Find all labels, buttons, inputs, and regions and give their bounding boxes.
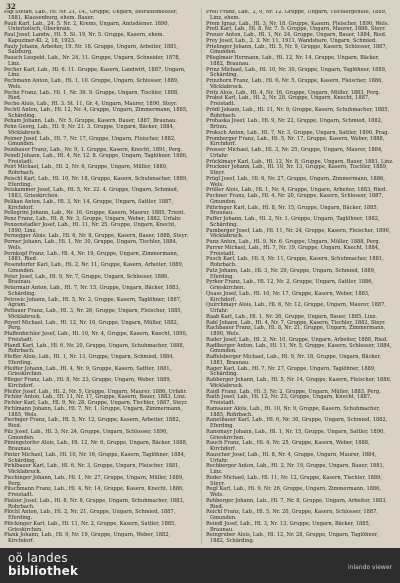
directory-entry: Pichlmann Johann, Lab., Hl. 7, Nr. 1, Gruppe, Ungarn, Zimmermann, 1885, Wels. [4,405,183,418]
directory-entry: Pilz Josef, Lab., Hl. 3, Nr. 24, Gruppe, Ungarn, Schlosser, 1890, Gmunden. [4,428,168,441]
right-column [206,10,394,544]
directory-entry: Prielinger Johann, Lab., Hl. 5, Nr. 9, Gruppe, Kasern, Schlosser, 1887, Gmunden. [206,43,388,56]
directory-entry: Pieringer Franz, Lab., Hl. 5, Nr. 12, Gruppe, Kasern, Arbeiter, 1882, Ried. [4,417,181,429]
directory-entry: Promberger Franz, Lab., Hl. 5, Nr. 17, Gruppe, Kasern, Weber, 1888, Kirchdorf. [206,135,385,148]
directory-entry: Ranetbauer Karl, Lab., Hl. 6, Nr. 30, Gruppe, Ungarn, Schmied, 1882, Eferding. [206,417,388,429]
logo-text-line2: bibliothek [8,564,79,578]
directory-entry: Peindl Johann, Lab., Hl. 4, Nr. 12. 8. Gruppe, Ungarn, Taglöhner, 1886, Freistadt. [4,152,188,165]
directory-entry: Pfeiffer Johann, Lab., Hl. 4, Nr. 9, Gruppe, Kasern, Sattler, 1881, Grieskirchen. [4,365,172,378]
directory-entry: Preuer Anton, Lab., Hl. 1, Nr. 24, Gruppe, Ungarn, Bauer, 1884, Ried. [206,32,387,38]
directory-entry: Quirchmayr Alois, Lab., Hl. 6, Nr. 12, Gruppe, Ungarn, Maurer, 1887, Urfahr. [206,302,386,314]
directory-entry: Raidl Franz, Lab., Hl. 3, Nr. 2, Gruppe, Ungarn, Müller, 1883, Perg. [206,388,381,395]
directory-entry: Prosser Michael, Lab., Hl. 3, Nr. 25, Gruppe, Ungarn, Maurer, 1884, Urfahr. [206,147,383,159]
page-number: 32 [6,2,16,11]
directory-entry: Pernkopf Franz, Lab., Hl. 4, Nr. 19, Gruppe, Ungarn, Zimmermann, 1881, Ried. [4,250,179,263]
directory-entry: Rader Josef, Lab., Hl. 2, Nr. 10, Gruppe, Ungarn, Arbeiter, 1888, Ried. [206,336,388,343]
directory-entry: Peyerl Michael, Lab., Hl. 12, Nr. 10, Gruppe, Ungarn, Müller, 1882, Perg. [4,319,179,332]
directory-entry: Pap Stefan, Lab., Hl. Nr. 21, 14., Gruppe, Ungarn, Betriebsmeister, 1881, Klausenburg, ehem. Bauer. [4,10,178,21]
directory-entry: Pausch Leopold, Lab., Nr. 24, 11. Gruppe, Ungarn, Schneider, 1878, Linz. [4,55,181,67]
directory-entry: Ransmayr Johann, Lab., Hl. 1, Nr. 15, Gruppe, Ungarn, Sattler, 1890, Grieskirchen. [206,428,385,441]
directory-entry: Rehberger Johann, Lab., Hl. 7, Nr. 8, Gruppe, Ungarn, Arbeiter, 1883, Ried. [206,497,387,510]
directory-entry: Reichl Franz, Lab., Hl. 5, Nr. 20, Gruppe, Kasern, Schlosser, 1887, Gmunden. [206,509,378,521]
directory-entry: Prinz Michael, Lab., Hl. 10, Nr. 30, Gruppe, Ungarn, Taglöhner, 1889, Schärding. [206,66,387,79]
directory-entry: Petermair Anton, Lab., Hl. 7, Nr. 15, Gruppe, Ungarn, Bäcker, 1883, Schärding. [4,285,181,297]
directory-entry: Pechtl Anton, Lab., Hl. 12, Nr. 4, Gruppe, Ungarn, Zimmermann, 1885, Schärding. [4,106,188,119]
directory-entry: Rabl Johann, Lab., Hl. 4, Nr. 7, Gruppe, Kasern, Tischler, 1882, Steyr. [206,319,386,326]
directory-entry: Pusch Karl, Lab., Hl. 5, Nr. 11, Gruppe, Kasern, Schuhmacher, 1881, Rohrbach. [206,256,384,268]
directory-entry: Prohaska Josef, Lab., Hl. 9, Nr. 22, Gruppe, Ungarn, Schmied, 1882, Brünn. [206,118,383,130]
directory-entry: Pirklbauer Karl, Lab., Hl. 6, Nr. 3, Gruppe, Ungarn, Fleischer, 1881, Vöcklabruck. [4,463,181,475]
directory-entry: Pfleglmair Hermann, Lab., Hl. 12, Nr. 14, Gruppe, Ungarn, Bäcker, 1882, Braunau. [206,55,380,67]
directory-entry: Pettauer Franz, Lab., Hl. 3, Nr. 26, Gruppe, Ungarn, Fleischer, 1885, Vöcklabruck. [4,308,183,320]
directory-entry: Radlberger Anton, Lab., Hl. 11, Nr. 5, Gruppe, Kasern, Schlosser, 1884, Gmunden. [206,342,392,355]
directory-entry: Regl Karl, Lab., Hl. 9, Nr. 26, Gruppe, Ungarn, Zimmermann, 1886, Wels. [206,486,382,498]
directory-entry: Penzenstadler Josef, Lab., Hl. 11, Nr. 25, Gruppe, Ungarn, Knecht, 1890, Linz. [4,221,176,234]
directory-entry: Quass Josef, Lab., Hl. 10, Nr. 17, Gruppe, Kasern, Weber, 1883, Kirchdorf. [206,290,370,303]
library-logo[interactable] [8,552,118,580]
directory-entry: Probst Karl, Lab., Hl. 2, Nr. 28, Gruppe, Ungarn, Knecht, 1887, Freistadt. [206,95,370,107]
directory-entry: Peirl Michael, Lab., Hl. 2, Nr. 6, Gruppe, Ungarn, Müller, 1880, Rohrbach. [4,164,168,176]
directory-entry: Puchner Franz, Lab., Hl. 4, Nr. 20, Gruppe, Kasern, Schlosser, 1887, Gmunden. [206,193,384,205]
directory-entry: Purrer Michael, Lab., Hl. 7, Nr. 19, Gruppe, Ungarn, Knecht, 1884, Freistadt. [206,244,380,257]
directory-entry: Rauscher Josef, Lab., Hl. 8, Nr. 4, Gruppe, Ungarn, Maurer, 1884, Urfahr. [206,451,377,464]
directory-entry: Putz Johann, Lab., Hl. 3, Nr. 29, Gruppe, Ungarn, Schmied, 1889, Eferding. [206,267,376,280]
directory-entry: Pyrker Franz, Lab., Hl. 12, Nr. 2, Gruppe, Ungarn, Sattler, 1886, Grieskirchen. [206,279,374,291]
directory-entry: Pernegger Alois, Lab., Hl. 6, Nr. 8, Gruppe, Kasern, Bauer, 1888, Steyr. [4,233,189,240]
directory-entry: Rager Karl, Lab., Hl. 7, Nr. 27, Gruppe, Ungarn, Taglöhner, 1889, Schärding. [206,365,376,378]
directory-entry: Reder Michael, Lab., Hl. 11, Nr. 12, Gruppe, Kasern, Tischler, 1889, Steyr. [206,474,383,487]
directory-entry: Pfleger Franz, Lab., Hl. 8, Nr. 23, Gruppe, Ungarn, Weber, 1889, Kirchdorf. [4,377,172,389]
directory-entry: Peiskammer Josef, Lab., Hl. 5, Nr. 22. 4. Gruppe, Ungarn, Schmied, 1883, Grieskirchen. [4,187,179,199]
directory-entry: Penz Franz, Lab., Hl. 8, Nr. 3, Gruppe, Ungarn, Weber, 1882, Urfahr. [4,216,182,222]
directory-entry: Pfaffenbichler Josef, Lab., Hl. 10, Nr. 4, Gruppe, Kasern, Knecht, 1890, Freistadt. [4,331,188,343]
directory-entry: Prücklmayr Karl, Lab., Hl. 12, Nr. 8, Gruppe, Ungarn, Bauer, 1881, Linz. [206,158,394,165]
directory-entry: Prüller Alois, Lab., Hl. 1, Nr. 4, Gruppe, Ungarn, Arbeiter, 1883, Ried. [206,187,387,194]
directory-entry: Peischl Karl, Lab., Hl. 10, Nr. 18, Gruppe, Kasern, Schuhmacher, 1889, Eferding. [4,175,188,188]
column-divider [201,8,202,544]
directory-entry: Pesendorfer Karl, Lab., Hl. 2, Nr. 11, Gruppe, Kasern, Arbeiter, 1889, Gmunden. [4,262,184,274]
directory-entry: Prödl Johann, Lab., Hl. 11, Nr. 9, Gruppe, Kasern, Schuhmacher, 1885, Rohrbach. [206,106,390,119]
directory-entry: Pfandl Karl, Lab., Hl. 6, Nr. 20, Gruppe, Ungarn, Schuhmacher, 1888, Rohrbach. [4,342,185,355]
directory-entry: Petrovic Johann, Lab., Hl. 5, Nr. 2, Gruppe, Kasern, Taglöhner, 1887, Agram. [4,296,182,309]
directory-entry: Raffelsberger Michael, Lab., Hl. 9, Nr. 18, Gruppe, Ungarn, Bäcker, 1881, Braunau. [206,354,382,366]
directory-entry: Peham Johann, Lab., Nr. 5, Gruppe, Kasern, Bauer, 1887, Braunau. [4,118,177,125]
directory-entry: Pinter Michael, Lab., Hl. 10, Nr. 16, Gruppe, Kasern, Taglöhner, 1884, Schärding. [4,451,186,464]
directory-entry: Peinbauer Franz, Lab., Nr. 9, 1. Gruppe, Kasern, Knecht, 1891, Perg. [4,147,183,153]
directory-entry: Pichler Anton, Lab., Hl. 11, Nr. 17, Gruppe, Kasern, Bauer, 1883, Linz. [4,394,187,401]
directory-entry: Pumberger Josef, Lab., Hl. 11, Nr. 24, Gruppe, Kasern, Fleischer, 1890, Vöcklabruck. [206,227,391,240]
directory-entry: Pfeifer Josef, Lab., Hl. 2, Nr. 5, Gruppe, Ungarn, Maurer, 1886, Urfahr. [4,388,188,395]
directory-entry: Pauly Johann, Arbeiter, 19. Nr. 18. Gruppe, Ungarn, Arbeiter, 1881, Salzburg. [4,43,179,56]
directory-entry: Prügl Josef, Lab., Hl. 6, Nr. 27, Gruppe, Ungarn, Zimmermann, 1886, Wels. [206,175,385,188]
directory-entry: Pischinger Johann, Lab., Hl. 1, Nr. 27, Gruppe, Ungarn, Müller, 1889, Perg. [4,474,184,487]
directory-entry: Pechmann Anton, Lab., Hl. 1, 10. Gruppe, Ungarn, Schlosser, 1889, Wels. [4,78,179,90]
directory-entry: Prey Josef, Lab., 2. 3. Nr. 11, 1911, Wandshare, Ungarn, Schmied. [206,37,377,44]
directory-entry: Platzer Josef, Lab., Hl. 8, Nr. 8, Gruppe, Ungarn, Schuhmacher, 1883, Rohrbach. [4,497,185,510]
directory-entry: Raith Josef, Lab., Hl. 12, Nr. 23, Gruppe, Ungarn, Knecht, 1887, Freistadt. [206,394,372,406]
left-column [4,10,192,544]
directory-entry: Plank Johann, Lab., Hl. 9, Nr. 19, Gruppe, Ungarn, Weber, 1882, Kirchdorf. [4,532,171,544]
directory-entry: Rahberger Johann, Lab., Hl. 5, Nr. 14, Gruppe, Kasern, Fleischer, 1886, Vöcklabruck. [206,377,392,389]
directory-entry: Pruckner Johann, Lab., Hl. 10, Nr. 13, Gruppe, Kasern, Tischler, 1889, Steyr. [206,164,388,176]
directory-entry: Proksch Anton, Lab., Hl. 7, Nr. 3, Gruppe, Ungarn, Sattler, 1890, Prag. [206,129,390,136]
directory-entry: Plöchl Anton, Lab., Hl. 2, Nr. 21, Gruppe, Ungarn, Schmied, 1887, Eferding. [4,509,176,521]
directory-entry: Ramsauer Alois, Lab., Hl. 10, Nr. 9, Gruppe, Kasern, Schuhmacher, 1885, Rohrbach. [206,405,380,418]
directory-entry: Rachbauer Franz, Lab., Hl. 8, Nr. 21, Gruppe, Ungarn, Zimmermann, 1890, Wels. [206,325,386,337]
directory-entry: Prem Ignaz, Lab., Hl. 3, Nr. 18. Gruppe, Kasern, Fleischer, 1890, Wels. [206,20,390,27]
directory-entry: Pretl Karl, Lab., Hl. 8, Nr. 7. 5. Gruppe, Ungarn, Maurer, 1886, Steyr. [206,26,386,33]
directory-entry: Pecho Franz, Lab., Hl. 1, Nr. 36. 9. Gruppe, Ungarn, Tischler, 1888, Ried. [4,89,179,102]
directory-entry: Pellegrini Johann, Lab., Nr. 16, Gruppe, Kasern, Maurer, 1885, Trient. [4,210,186,217]
directory-entry: Puffer Johann, Lab., Hl. 2, Nr. 1, Gruppe, Ungarn, Taglöhner, 1882, Schärding. [206,216,380,228]
directory-entry: Pauli Karl, Lab., 24. 5. Nr. 2, Krems, Ungarn, Amtsdiener. 1890, Unterloitsch, Oberkrain. [4,20,170,33]
directory-entry: Pehn Georg, Lab., Hl. 9, Nr. 21. 3. Gruppe, Ungarn, Bäcker, 1884, Vöcklabruck. [4,124,175,136]
directory-entry: Rechberger Anton, Lab., Hl. 2, Nr. 19, Gruppe, Ungarn, Bauer, 1881, Linz. [206,463,385,475]
directory-entry: Paul Josef, Landw., Hl. 5. St. 19, Nr. 5. Gruppe, Kasern, ehem. Kapuziner-Kl. 2, 18, 1923. [4,32,165,44]
logo-text-line1: oö landes [8,551,68,565]
directory-entry: Raab Karl, Lab., Hl. 1, Nr. 26, Gruppe, Ungarn, Bauer, 1885, Linz. [206,313,378,320]
directory-entry: Pühringer Karl, Lab., Hl. 8, Nr. 15, Gruppe, Ungarn, Bäcker, 1885, Braunau. [206,204,379,217]
directory-entry: Pichler Karl, Lab., Hl. 9, Nr. 28, Gruppe, Ungarn, Tischler, 1887, Steyr. [4,400,188,406]
directory-entry: Prell Franz, Lab., 2, 9, Nr. 12. Gruppe, Ungarn, Tischlergehilfe, 1889, Linz, ehem. [206,10,387,21]
directory-entry: Punz Anton, Lab., Hl. 9, Nr. 6, Gruppe, Ungarn, Müller, 1888, Perg. [206,239,381,245]
directory-entry: Pecher Karl, Lab., Hl. 6. 11. Gruppe, Kasern, Landwirt, 1887, Ungarn, Linz. [4,66,186,79]
directory-entry: Pecho Alois, Lab., Hl. 3. St. 11, Gr. 4, Ungarn, Maurer, 1890, Steyr. [4,101,178,107]
directory-entry: Pfeffer Alois, Lab., Hl. 1, Nr. 13, Gruppe, Ungarn, Schmied, 1884, Eferding. [4,354,175,366]
directory-entry: Peter Josef, Lab., Hl. 9, Nr. 7, Gruppe, Ungarn, Schlosser, 1886, Braunau. [4,273,170,286]
directory-entry: Pritz Alois, Lab., Hl. 4, Nr. 16, Gruppe, Ungarn, Müller, 1883, Perg. [206,89,381,96]
directory-entry: Pitschmann Franz, Lab., Hl. 4, Nr. 14, Gruppe, Kasern, Knecht, 1886, Freistadt. [4,486,184,498]
viewer-credit: inlando viewer [348,564,392,571]
viewer-footer [0,548,400,583]
directory-entry: Prinzhorn Franz, Lab., Hl. 6, Nr. 5, Gruppe, Kasern, Fleischer, 1886, Vöcklabruck. [206,78,383,90]
directory-entry: Pimingstorfer Alois, Lab., Hl. 12, Nr. 6, Gruppe, Ungarn, Bäcker, 1888, Braunau. [4,440,188,452]
directory-entry: Perner Johann, Lab., Hl. 1, Nr. 30, Gruppe, Ungarn, Tischler, 1884, Wels. [4,239,178,251]
directory-entry: Pelikan Anton, Lab., Hl. 3, Nr. 14, Gruppe, Ungarn, Sattler, 1887, Kirchdorf. [4,198,174,211]
directory-entry: Reingruber Alois, Lab., Hl. 12, Nr. 28, Gruppe, Ungarn, Taglöhner, 1882, Schärding. [206,532,379,544]
directory-entry: Reindl Josef, Lab., Hl. 3, Nr. 13, Gruppe, Ungarn, Bäcker, 1885, Braunau. [206,520,371,533]
directory-entry: Plöckinger Karl, Lab., Hl. 11, Nr. 2, Gruppe, Kasern, Sattler, 1885, Grieskirchen. [4,520,177,533]
directory-entry: Peimer Josef, Lab., Hl. 7, Nr. 17, Gruppe, Ungarn, Fleischer, 1882, Gmunden. [4,135,176,148]
directory-entry: Rauch Franz, Lab., Hl. 4, Nr. 25, Gruppe, Kasern, Weber, 1888, Kirchdorf. [206,440,370,452]
